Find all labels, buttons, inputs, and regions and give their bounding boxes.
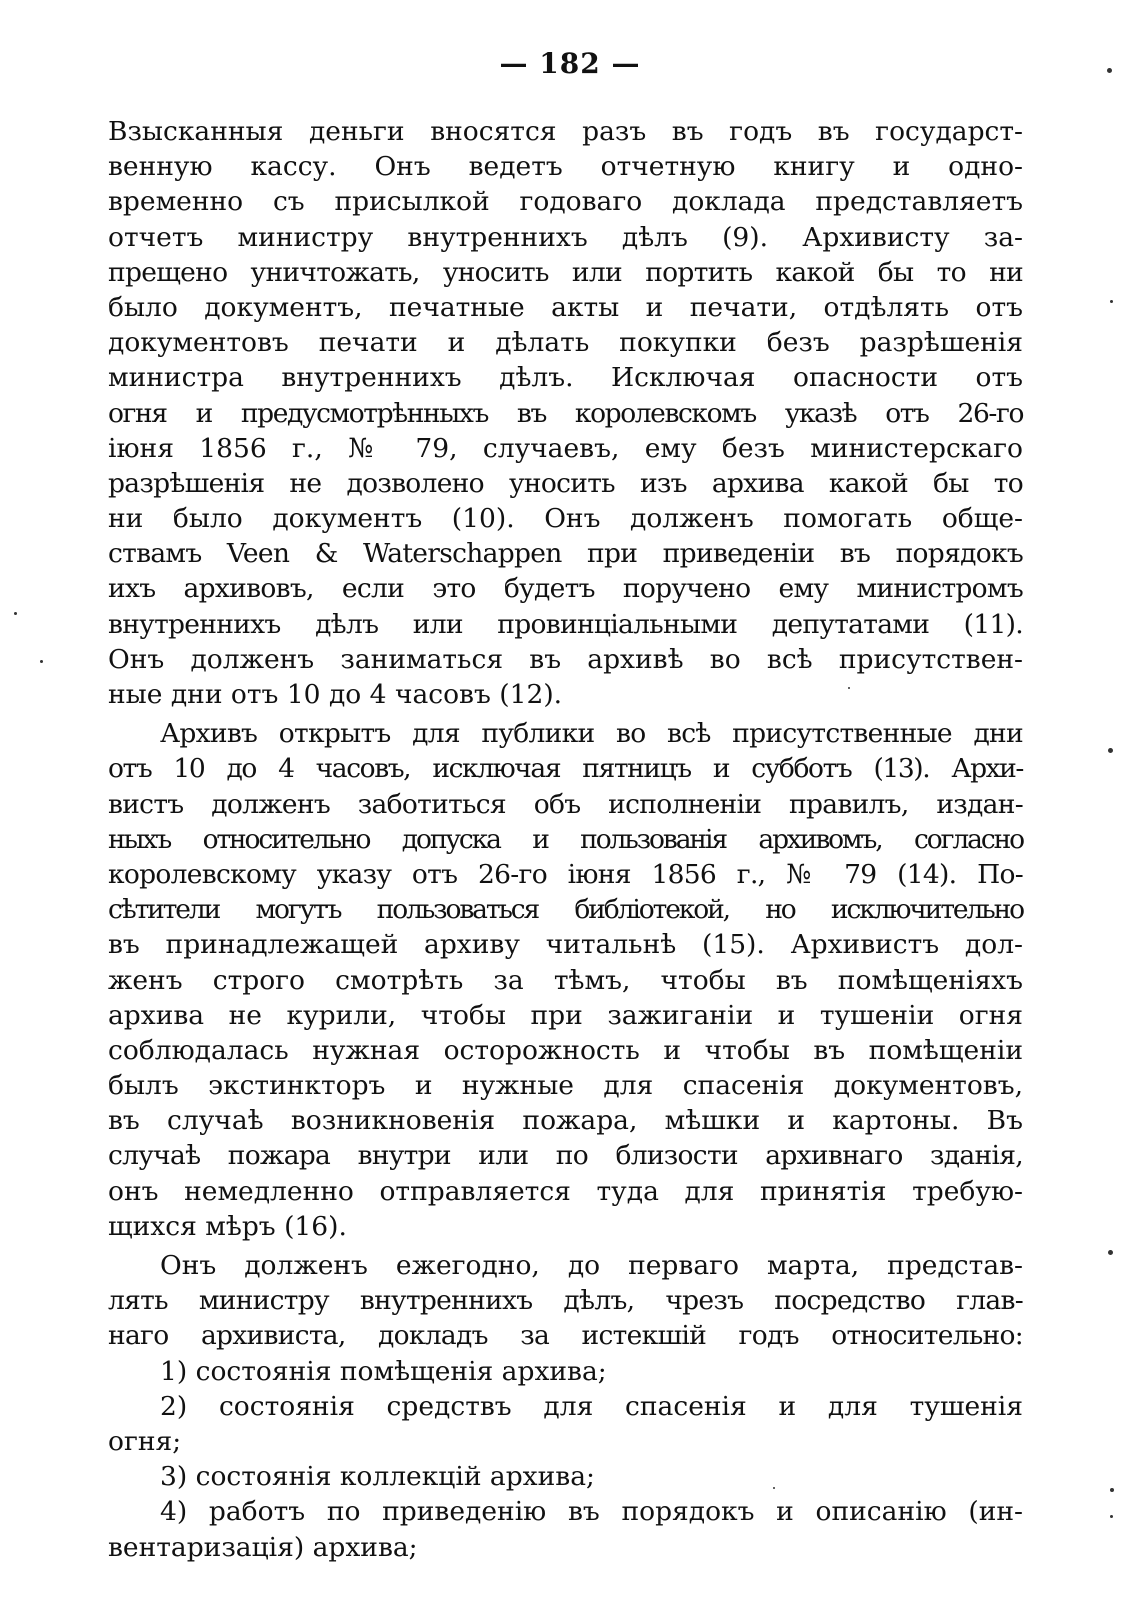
- text-line: архива не курили, чтобы при зажиганіи и тушеніи огня: [108, 999, 1023, 1031]
- text-line: внутреннихъ дѣлъ или провинціальными депутатами (11).: [108, 608, 1023, 640]
- text-line: ныхъ относительно допуска и пользованія архивомъ, согласно: [108, 823, 1023, 855]
- text-line: королевскому указу отъ 26-го іюня 1856 г., № 79 (14). По-: [108, 858, 1023, 890]
- text-line: случаѣ пожара внутри или по близости архивнаго зданія,: [108, 1140, 1023, 1172]
- scan-speck: [773, 1487, 775, 1489]
- list-item: 1) состоянія помѣщенія архива;: [160, 1355, 607, 1387]
- text-line: наго архивиста, докладъ за истекшій годъ относительно:: [108, 1320, 1023, 1352]
- text-line: соблюдалась нужная осторожность и чтобы въ помѣщеніи: [108, 1034, 1023, 1066]
- scan-speck: [1110, 1515, 1113, 1518]
- text-line: разрѣшенія не дозволено уносить изъ архива какой бы то: [108, 467, 1023, 499]
- text-line: временно съ присылкой годоваго доклада представляетъ: [108, 186, 1023, 218]
- paragraph-first-line: Архивъ открытъ для публики во всѣ присутственные дни: [160, 718, 1023, 750]
- text-line: было документъ, печатные акты и печати, отдѣлять отъ: [108, 291, 1023, 323]
- text-line: щихся мѣръ (16).: [108, 1210, 347, 1242]
- text-line: документовъ печати и дѣлать покупки безъ разрѣшенія: [108, 327, 1023, 359]
- scan-speck: [40, 660, 43, 663]
- text-line: огня;: [108, 1425, 182, 1457]
- text-line: огня и предусмотрѣнныхъ въ королевскомъ указѣ отъ 26-го: [108, 397, 1023, 429]
- text-line: ни было документъ (10). Онъ долженъ помогать обще-: [108, 503, 1023, 535]
- text-line: Взысканныя деньги вносятся разъ въ годъ въ государст-: [108, 116, 1023, 147]
- text-line: вентаризація) архива;: [108, 1531, 418, 1563]
- page-number: — 182 —: [499, 47, 641, 80]
- text-line: ные дни отъ 10 до 4 часовъ (12).: [108, 679, 563, 710]
- text-line: прещено уничтожать, уносить или портить какой бы то ни: [108, 256, 1023, 288]
- scan-speck: [1110, 300, 1113, 303]
- text-line: іюня 1856 г., № 79, случаевъ, ему безъ министерскаго: [108, 432, 1023, 464]
- paragraph-first-line: Онъ долженъ ежегодно, до перваго марта, представ-: [160, 1250, 1023, 1281]
- body-text: [108, 114, 1023, 1565]
- text-line: въ принадлежащей архиву читальнѣ (15). Архивистъ дол-: [108, 929, 1023, 961]
- scan-speck: [1108, 1250, 1113, 1255]
- text-line: венную кассу. Онъ ведетъ отчетную книгу и одно-: [108, 151, 1023, 183]
- scan-speck: [1108, 748, 1113, 753]
- list-item: 4) работъ по приведенію въ порядокъ и описанію (ин-: [160, 1496, 1023, 1528]
- scan-speck: [1107, 68, 1112, 73]
- scan-speck: [848, 687, 850, 689]
- text-line: сѣтители могутъ пользоваться библіотекой, но исключительно: [108, 894, 1023, 926]
- list-item: 3) состоянія коллекцій архива;: [160, 1461, 595, 1493]
- text-line: лять министру внутреннихъ дѣлъ, чрезъ посредство глав-: [108, 1285, 1023, 1317]
- text-line: ихъ архивовъ, если это будетъ поручено ему министромъ: [108, 573, 1023, 605]
- text-line: отъ 10 до 4 часовъ, исключая пятницъ и субботъ (13). Архи-: [108, 753, 1023, 785]
- scan-speck: [1110, 1488, 1114, 1492]
- text-line: женъ строго смотрѣть за тѣмъ, чтобы въ помѣщеніяхъ: [108, 964, 1023, 996]
- text-line: отчетъ министру внутреннихъ дѣлъ (9). Архивисту за-: [108, 221, 1023, 253]
- text-line: былъ экстинкторъ и нужные для спасенія документовъ,: [108, 1070, 1023, 1102]
- text-line: министра внутреннихъ дѣлъ. Исключая опасности отъ: [108, 362, 1023, 394]
- text-line: въ случаѣ возникновенія пожара, мѣшки и картоны. Въ: [108, 1105, 1023, 1137]
- text-line: онъ немедленно отправляется туда для принятія требую-: [108, 1175, 1023, 1207]
- list-item: 2) состоянія средствъ для спасенія и для тушенія: [160, 1390, 1023, 1422]
- text-line: вистъ долженъ заботиться объ исполненіи правилъ, издан-: [108, 788, 1023, 820]
- text-line: ствамъ Veen & Waterschappen при приведеніи въ порядокъ: [108, 538, 1023, 570]
- scan-speck: [14, 612, 17, 615]
- text-line: Онъ долженъ заниматься въ архивѣ во всѣ присутствен-: [108, 643, 1023, 675]
